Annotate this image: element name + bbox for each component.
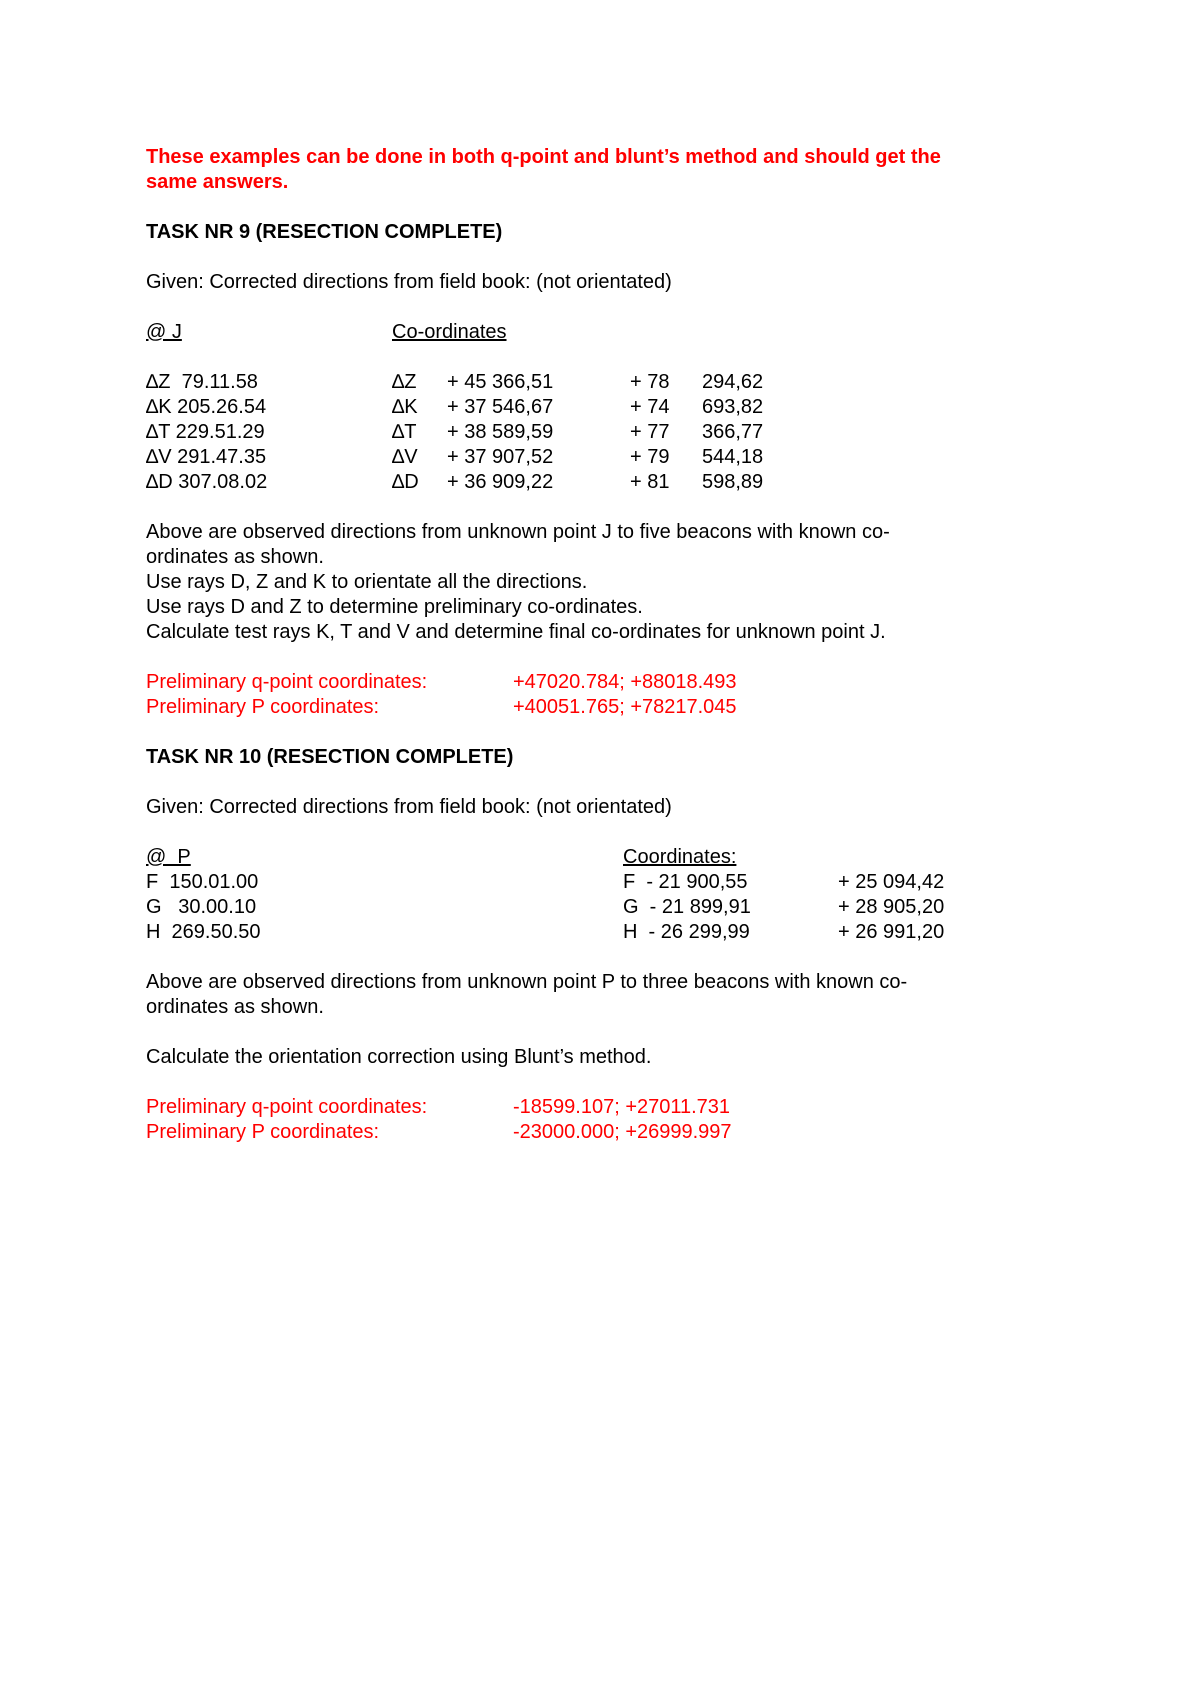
task9-row-point: ∆D — [392, 471, 419, 493]
task10-instruction: Calculate the orientation correction using Blunt’s method. — [146, 1046, 652, 1068]
task10-answer-value: -18599.107; +27011.731 — [513, 1096, 731, 1118]
task9-answer-label: Preliminary P coordinates: — [146, 696, 380, 718]
task9-row-point: ∆K — [392, 396, 418, 418]
task9-note: Above are observed directions from unknown point J to five beacons with known co- — [146, 521, 890, 543]
task10-row-coord: G - 21 899,91 — [623, 896, 751, 918]
task9-row-point: ∆V — [392, 446, 418, 468]
task9-given: Given: Corrected directions from field book: (not orientated) — [146, 271, 672, 293]
task10-note: ordinates as shown. — [146, 996, 324, 1018]
task9-row-x: 693,82 — [702, 396, 764, 418]
task9-row-x-sign: + 78 — [630, 371, 670, 393]
task9-row-direction: ∆V 291.47.35 — [146, 446, 267, 468]
task9-station-header: @ J — [146, 321, 182, 343]
task9-row-y: + 38 589,59 — [447, 421, 554, 443]
task9-row-direction: ∆K 205.26.54 — [146, 396, 267, 418]
task10-row-direction: H 269.50.50 — [146, 921, 261, 943]
task9-answer-value: +47020.784; +88018.493 — [513, 671, 737, 693]
task10-row-coord: F - 21 900,55 — [623, 871, 748, 893]
task9-row-x: 294,62 — [702, 371, 764, 393]
task10-answer-value: -23000.000; +26999.997 — [513, 1121, 732, 1143]
task9-note: Use rays D and Z to determine preliminary co-ordinates. — [146, 596, 643, 618]
task9-row-x-sign: + 74 — [630, 396, 670, 418]
task9-coord-header: Co-ordinates — [392, 321, 507, 343]
task9-row-y: + 45 366,51 — [447, 371, 554, 393]
task9-row-y: + 37 546,67 — [447, 396, 554, 418]
task9-row-x: 366,77 — [702, 421, 764, 443]
task9-answer-label: Preliminary q-point coordinates: — [146, 671, 428, 693]
task10-station-header: @ P — [146, 846, 191, 868]
task9-row-y: + 37 907,52 — [447, 446, 554, 468]
task9-row-x-sign: + 81 — [630, 471, 670, 493]
task9-note: ordinates as shown. — [146, 546, 324, 568]
task9-row-point: ∆T — [392, 421, 417, 443]
task9-row-y: + 36 909,22 — [447, 471, 554, 493]
task9-row-direction: ∆T 229.51.29 — [146, 421, 265, 443]
task10-heading: TASK NR 10 (RESECTION COMPLETE) — [146, 746, 514, 768]
task10-given: Given: Corrected directions from field book: (not orientated) — [146, 796, 672, 818]
task9-row-point: ∆Z — [392, 371, 417, 393]
task9-note: Calculate test rays K, T and V and determine final co-ordinates for unknown point J. — [146, 621, 886, 643]
task9-row-direction: ∆Z 79.11.58 — [146, 371, 258, 393]
task9-heading: TASK NR 9 (RESECTION COMPLETE) — [146, 221, 503, 243]
task9-note: Use rays D, Z and K to orientate all the directions. — [146, 571, 588, 593]
task10-row-direction: F 150.01.00 — [146, 871, 259, 893]
task10-answer-label: Preliminary P coordinates: — [146, 1121, 380, 1143]
task10-row-x: + 25 094,42 — [838, 871, 945, 893]
task9-row-x-sign: + 79 — [630, 446, 670, 468]
task10-row-x: + 26 991,20 — [838, 921, 945, 943]
task10-row-x: + 28 905,20 — [838, 896, 945, 918]
intro-line-2: same answers. — [146, 171, 289, 193]
task9-row-x: 598,89 — [702, 471, 764, 493]
task10-coord-header: Coordinates: — [623, 846, 737, 868]
task9-row-direction: ∆D 307.08.02 — [146, 471, 268, 493]
task9-row-x: 544,18 — [702, 446, 764, 468]
task10-row-direction: G 30.00.10 — [146, 896, 257, 918]
task9-answer-value: +40051.765; +78217.045 — [513, 696, 737, 718]
task9-row-x-sign: + 77 — [630, 421, 670, 443]
intro-line-1: These examples can be done in both q-point and blunt’s method and should get the — [146, 146, 941, 168]
task10-note: Above are observed directions from unknown point P to three beacons with known co- — [146, 971, 908, 993]
task10-row-coord: H - 26 299,99 — [623, 921, 750, 943]
task10-answer-label: Preliminary q-point coordinates: — [146, 1096, 428, 1118]
